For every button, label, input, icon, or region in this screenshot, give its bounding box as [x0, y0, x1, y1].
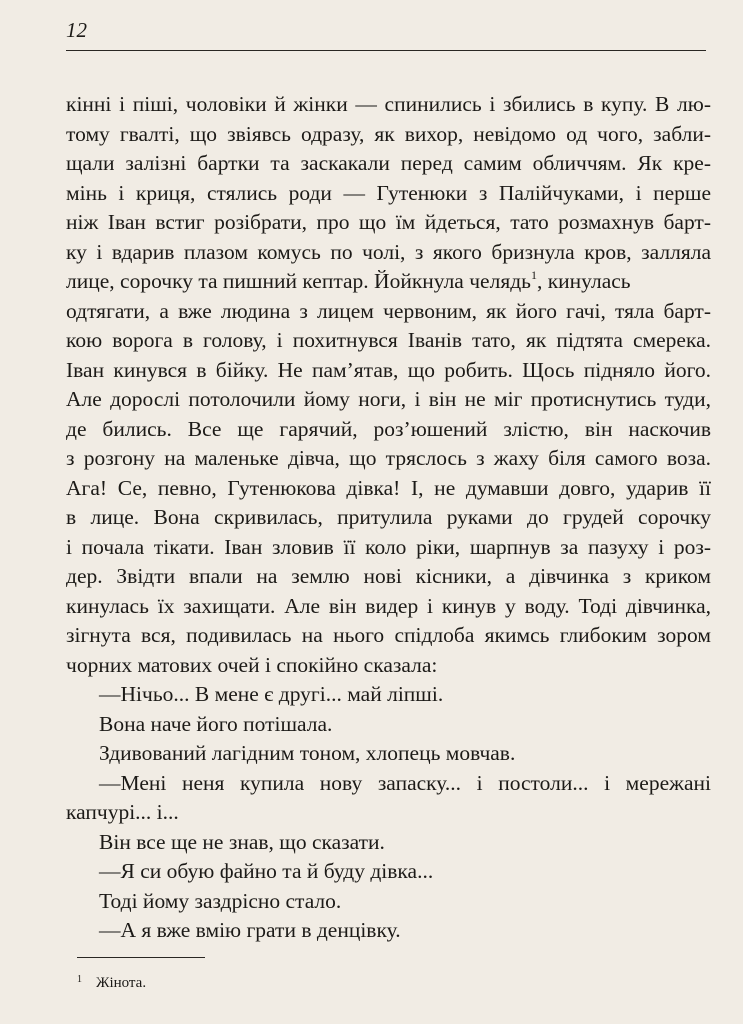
text-line: Він все ще не знав, що сказати. [99, 829, 385, 854]
text-line: Тоді йому заздрісно стало. [99, 888, 342, 913]
text-line: кою ворога в голову, і похитнувся Іванів тато, як підтята смерека. [66, 328, 711, 352]
text-line: чорних матових очей і спокійно сказала: [66, 652, 438, 677]
text-line: ку і вдарив плазом комусь по чолі, з якого бризнула кров, залляла [66, 239, 711, 264]
text-line: тому гвалті, що звіявсь одразу, як вихор, невідомо од чого, забли- [66, 121, 711, 146]
text-line: Але дорослі потолочили йому ноги, і він не міг протиснутись туди, [66, 387, 711, 411]
page-number: 12 [66, 18, 87, 42]
text-line: де бились. Все ще гарячий, роз’юшений злістю, він наскочив [66, 416, 711, 441]
footnote-text: Жінота. [96, 975, 147, 991]
footnote-rule [77, 957, 205, 958]
text-line: зігнута вся, подивилась на нього спідлоба якимсь глибоким зором [66, 623, 711, 647]
text-line: мінь і криця, стялись роди — Гутенюки з Палійчуками, і перше [66, 180, 711, 205]
text-line: ніж Іван встиг розібрати, про що їм йдеться, тато розмахнув барт- [66, 210, 711, 234]
text-line: кинулась їх захищати. Але він видер і кинув у воду. Тоді дівчинка, [66, 593, 711, 618]
dialogue-line: —Я си обую файно та й буду дівка... [99, 859, 434, 883]
footnote-reference: 1 [530, 268, 537, 282]
text-segment: , кинулась [536, 269, 631, 293]
text-line: щали залізні бартки та заскакали перед самим обличчям. Як кре- [66, 151, 711, 175]
text-line: Іван кинувся в бійку. Не пам’ятав, що робить. Щось підняло його. [66, 357, 711, 382]
text-line: і почала тікати. Іван зловив її коло ріки, шарпнув за пазуху і роз- [66, 534, 711, 559]
dialogue-line: —А я вже вмію грати в денцівку. [99, 918, 401, 942]
text-line: з розгону на маленьке дівча, що тряслось з жаху біля самого воза. [66, 446, 711, 470]
footnote [77, 974, 146, 992]
body-text [66, 90, 711, 946]
text-line: Здивований лагідним тоном, хлопець мовчав. [99, 741, 516, 765]
footnote-mark: 1 [77, 974, 82, 985]
dialogue-line: —Нічьо... В мене є другі... май ліпші. [99, 682, 444, 706]
text-line: дер. Звідти впали на землю нові кісники, а дівчинка з криком [66, 564, 711, 588]
header-rule [66, 50, 706, 51]
text-line: кінні і піші, чоловіки й жінки — спинились і збились в купу. В лю- [66, 92, 711, 116]
text-segment: лице, сорочку та пишний кептар. Йойкнула челядь [66, 269, 531, 293]
text-line: Ага! Се, певно, Гутенюкова дівка! І, не думавши довго, ударив її [66, 475, 711, 500]
text-line: в лице. Вона скривилась, притулила руками до грудей сорочку [66, 505, 711, 529]
text-line: одтягати, а вже людина з лицем червоним, як його гачі, тяла барт- [66, 298, 711, 323]
text-line: Вона наче його потішала. [99, 711, 333, 736]
text-line [66, 267, 711, 297]
dialogue-line: —Мені неня купила нову запаску... і постоли... і мережані [99, 770, 711, 795]
dialogue-line: капчурі... і... [66, 800, 179, 824]
